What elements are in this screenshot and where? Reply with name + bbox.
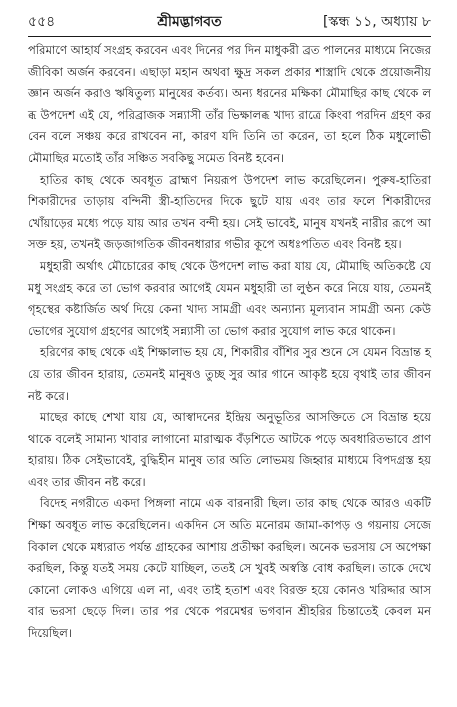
paragraph: মধুহারী অর্থাৎ মৌচোরের কাছ থেকে উপদেশ লাভ করা যায় যে, মৌমাছি অতিকষ্টে যে মধু সংগ্রহ করে তা ভোগ করবার আগেই যেমন মধুহারী তা লুণ্ঠন করে নিয়ে যায়, তেমনই গৃহস্থের কষ্টার্জিত অর্থ দিয়ে কেনা খাদ্য সামগ্রী এবং অন্যান্য মূল্যবান সামগ্রী অন্য কেউ ভোগের সুযোগ গ্রহণের আগেই সন্ন্যাসী তা ভোগ করার সুযোগ লাভ করে থাকেন। xyxy=(28,258,431,338)
page-header xyxy=(28,12,431,34)
page-number: ৫৫৪ xyxy=(28,14,56,30)
paragraph: পরিমাণে আহার্য সংগ্রহ করবেন এবং দিনের পর দিন মাধুকরী ব্রত পালনের মাধ্যমে নিজের জীবিকা অর্জন করবেন। এছাড়া মহান অথবা ক্ষুদ্র সকল প্রকার শাস্ত্রাদি থেকে প্রয়োজনীয় জ্ঞান অর্জন করাও ঋষিতুল্য মানুষের কর্তব্য। অন্য ধরনের মক্ষিকা মৌমাছির কাছ থেকে লব্ধ উপদেশ এই যে, পরিব্রাজক সন্ন্যাসী তাঁর ভিক্ষালব্ধ খাদ্য রাত্রে কিংবা পরদিন গ্রহণ করবেন বলে সঞ্চয় করে রাখবেন না, কারণ যদি তিনি তা করেন, তা হলে ঠিক মধুলোভী মৌমাছির মতোই তাঁর সঞ্চিত সবকিছু সমেত বিনষ্ট হবেন। xyxy=(28,43,431,165)
page-body xyxy=(28,40,431,645)
header-divider xyxy=(28,36,431,37)
paragraph: বিদেহ নগরীতে একদা পিঙ্গলা নামে এক বারনারী ছিল। তার কাছ থেকে আরও একটি শিক্ষা অবধূত লাভ করেছিলেন। একদিন সে অতি মনোরম জামা-কাপড় ও গয়নায় সেজে বিকাল থেকে মধ্যরাত পর্যন্ত গ্রাহকের আশায় প্রতীক্ষা করছিল। অনেক ভরসায় সে অপেক্ষা করছিল, কিন্তু যতই সময় কেটে যাচ্ছিল, ততই সে খুবই অস্বস্তি বোধ করছিল। তাকে দেখে কোনো লোকও এগিয়ে এল না, এবং তাই হতাশ এবং বিরক্ত হয়ে কোনও খরিদ্দার আসবার ভরসা ছেড়ে দিল। তার পর থেকে পরমেশ্বর ভগবান শ্রীহরির চিন্তাতেই কেবল মন দিয়েছিল। xyxy=(28,496,431,641)
book-title: শ্রীমদ্ভাগবত xyxy=(157,14,222,30)
paragraph: মাছের কাছে শেখা যায় যে, আস্বাদনের ইন্দ্রিয় অনুভূতির আসক্তিতে সে বিভ্রান্ত হয়ে থাকে বলেই সামান্য খাবার লাগানো মারাত্মক বঁড়শিতে আটকে পড়ে অবধারিতভাবে প্রাণ হারায়। ঠিক সেইভাবেই, বুদ্ধিহীন মানুষ তার অতি লোভময় জিহ্বার মাধ্যমে বিপদগ্রস্ত হয় এবং তার জীবন নষ্ট করে। xyxy=(28,410,431,489)
paragraph: হাতির কাছ থেকে অবধূত ব্রাহ্মণ নিয়রূপ উপদেশ লাভ করেছিলেন। পুরুষ-হাতিরা শিকারীদের তাড়ায় বন্দিনী স্ত্রী-হাতিদের দিকে ছুটে যায় এবং তার ফলে শিকারীদের খোঁয়াড়ের মধ্যে পড়ে যায় আর তখন বন্দী হয়। সেই ভাবেই, মানুষ যখনই নারীর রূপে আসক্ত হয়, তখনই জড়জাগতিক জীবনধারার গভীর কূপে অধঃপতিত এবং বিনষ্ট হয়। xyxy=(28,172,431,252)
chapter-reference: [স্কন্ধ ১১, অধ্যায় ৮ xyxy=(322,14,431,30)
paragraph: হরিণের কাছ থেকে এই শিক্ষালাভ হয় যে, শিকারীর বাঁশির সুর শুনে সে যেমন বিভ্রান্ত হয়ে তার জীবন হারায়, তেমনই মানুষও তুচ্ছ সুর আর গানে আকৃষ্ট হয়ে বৃথাই তার জীবন নষ্ট করে। xyxy=(28,345,431,403)
